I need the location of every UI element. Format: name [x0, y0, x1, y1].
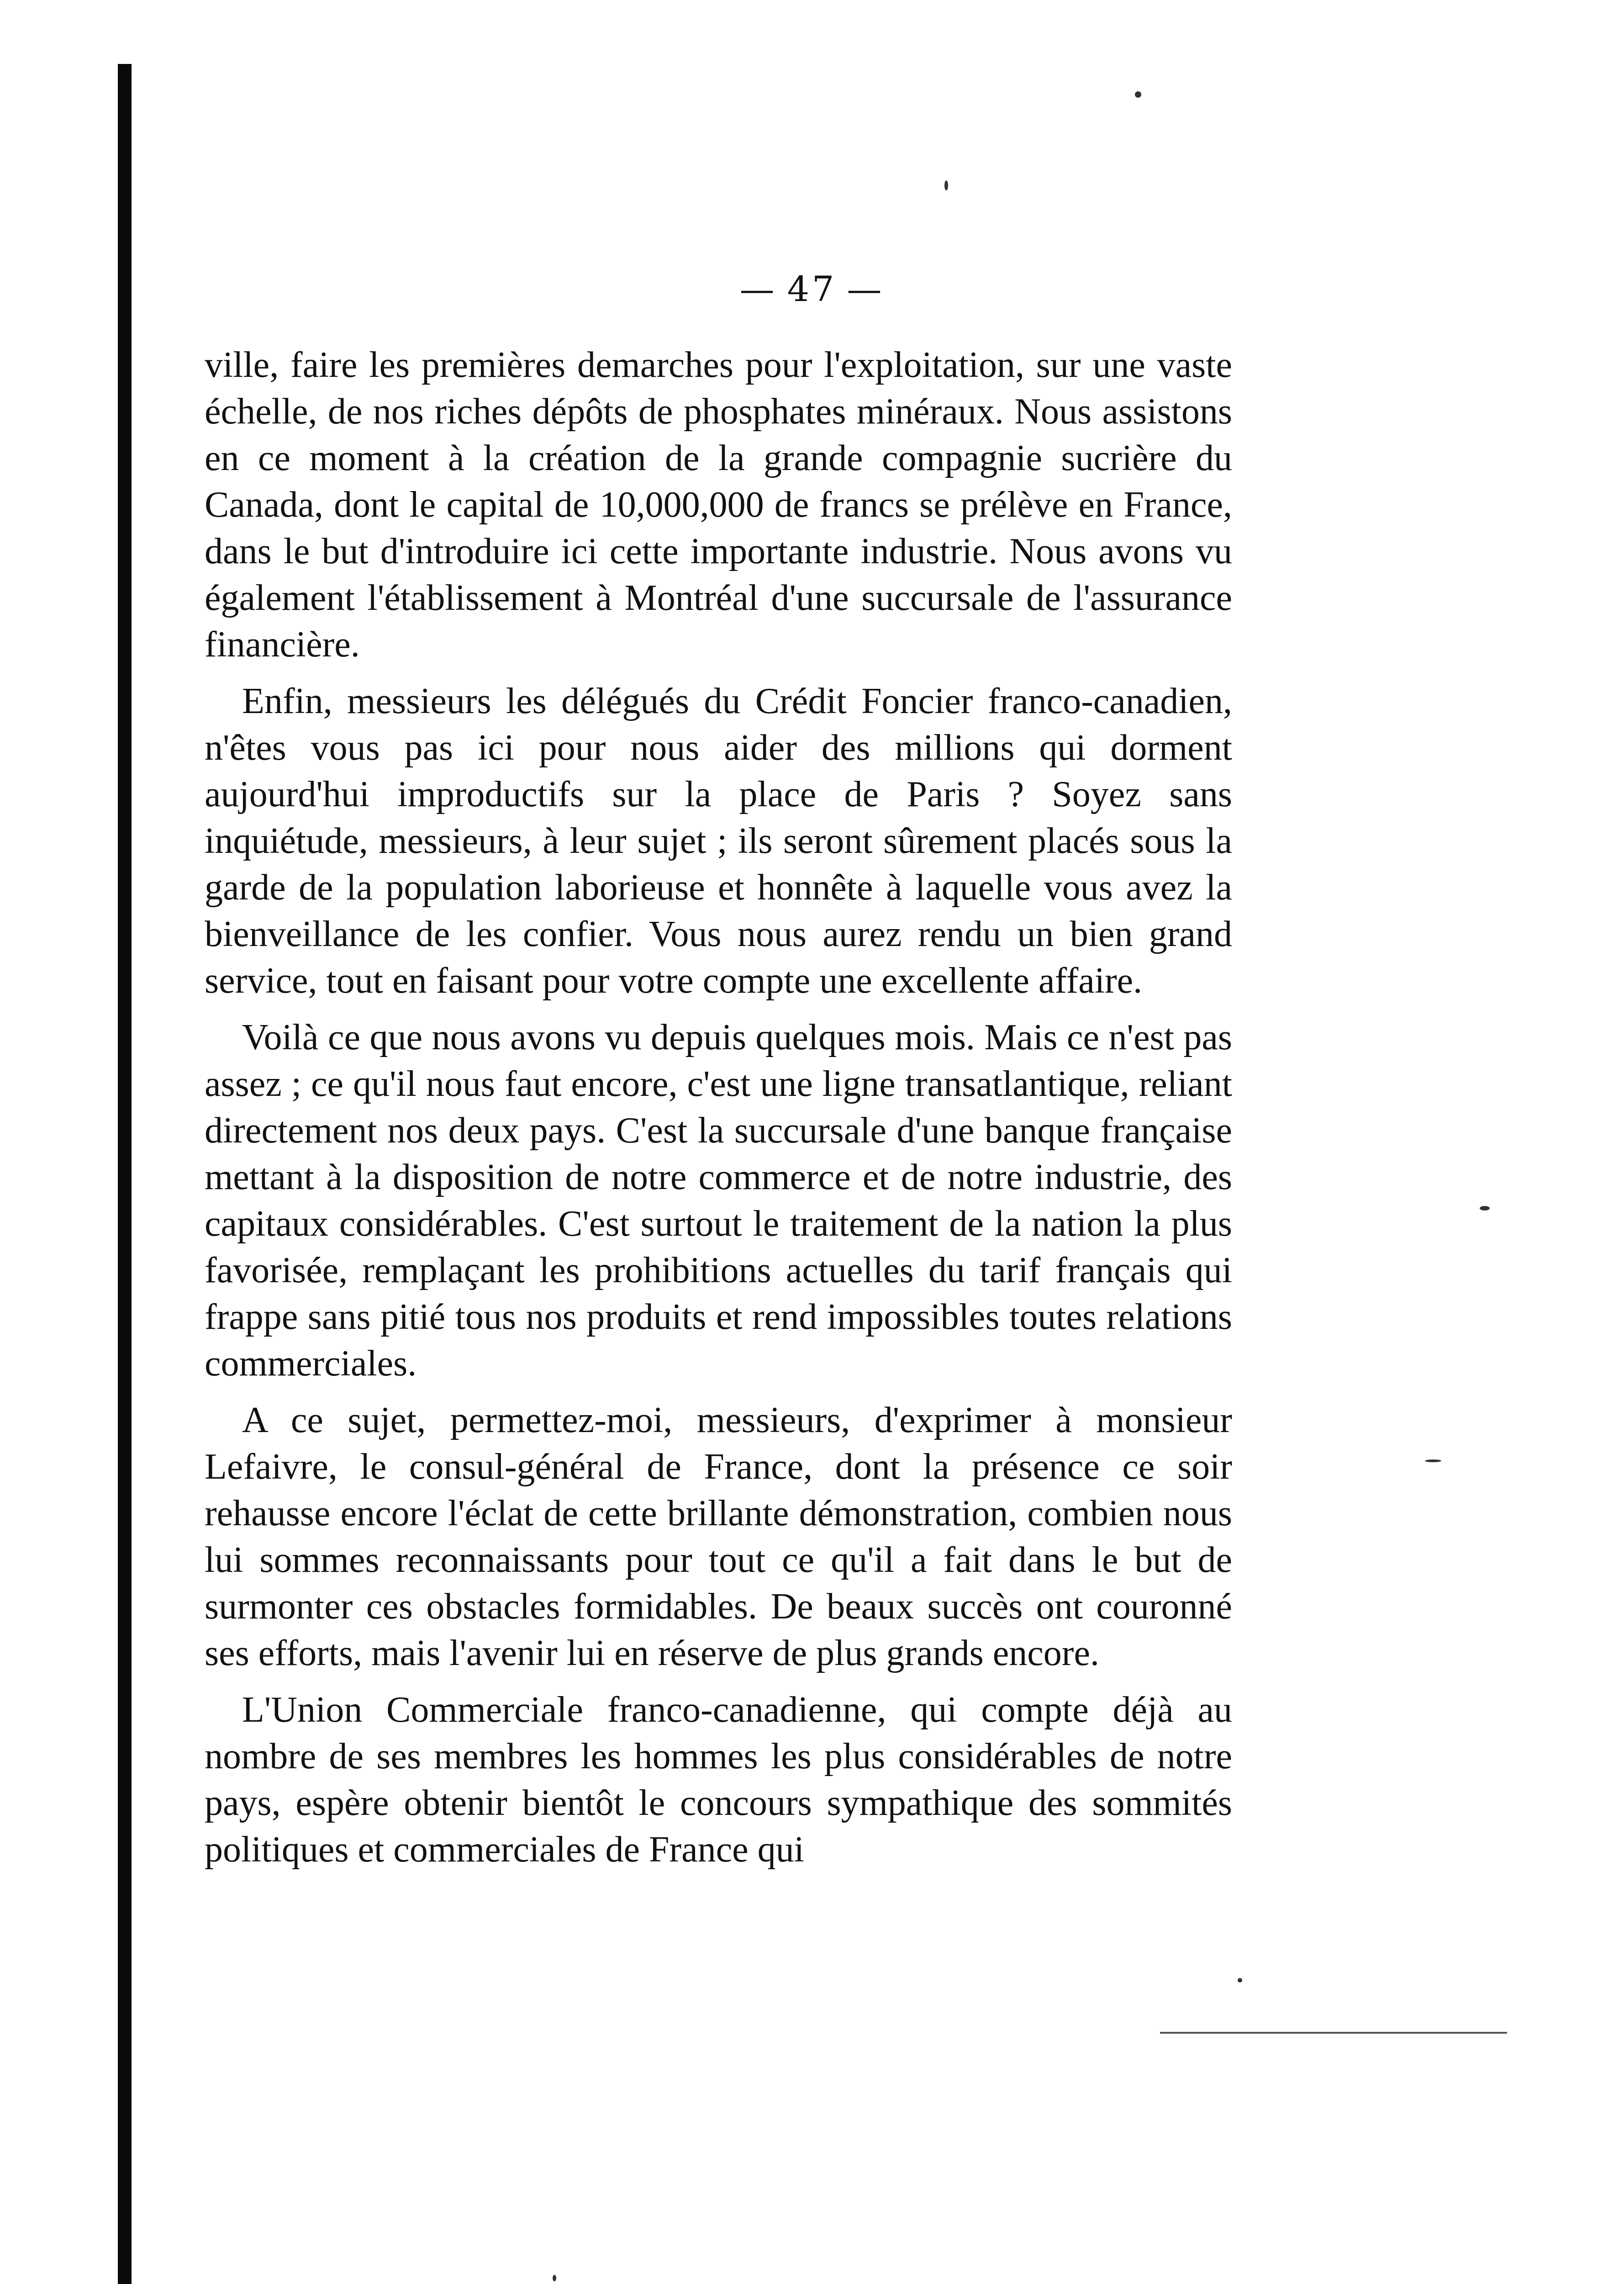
paragraph-2: Enfin, messieurs les délégués du Crédit Foncier franco-canadien, n'êtes vous pas ici pour nous aider des millions qui dorment aujourd'hui improductifs sur la place de Paris ? Soyez sans inquiétude, messieurs, à leur sujet ; ils seront sûrement placés sous la garde de la population laborieuse et honnête à laquelle vous avez la bienveillance de les confier. Vous nous aurez rendu un bien grand service, tout en faisant pour votre compte une excellente affaire.	[205, 681, 1232, 1001]
paragraph-5: L'Union Commerciale franco-canadienne, qui compte déjà au nombre de ses membres les hommes les plus considérables de notre pays, espère obtenir bientôt le concours sympathique des sommités politiques et commerciales de France qui	[205, 1690, 1232, 1870]
scan-speck	[1135, 91, 1141, 98]
page-number-dash-left: —	[739, 269, 777, 309]
scan-speck	[1425, 1459, 1441, 1462]
scan-rule	[1160, 2032, 1507, 2034]
paragraph-3: Voilà ce que nous avons vu depuis quelques mois. Mais ce n'est pas assez ; ce qu'il nous faut encore, c'est une ligne transatlantique, reliant directement nos deux pays. C'est la succursale d'une banque française mettant à la disposition de notre commerce et de notre industrie, des capitaux considérables. C'est surtout le traitement de la nation la plus favorisée, remplaçant les prohibitions actuelles du tarif français qui frappe sans pitié tous nos produits et rend impossibles toutes relations commerciales.	[205, 1017, 1232, 1384]
binding-edge	[118, 64, 132, 2284]
scan-speck	[944, 180, 948, 190]
scan-speck	[553, 2275, 556, 2281]
paragraph-4: A ce sujet, permettez-moi, messieurs, d'exprimer à monsieur Lefaivre, le consul-général de France, dont la présence ce soir rehausse encore l'éclat de cette brillante démonstration, combien nous lui sommes reconnaissants pour tout ce qu'il a fait dans le but de surmonter ces obstacles formidables. De beaux succès ont couronné ses efforts, mais l'avenir lui en réserve de plus grands encore.	[205, 1400, 1232, 1673]
paragraph-1: ville, faire les premières demarches pour l'exploitation, sur une vaste échelle, de nos riches dépôts de phosphates minéraux. Nous assistons en ce moment à la création de la grande compagnie sucrière du Canada, dont le capital de 10,000,000 de francs se prélève en France, dans le but d'introduire ici cette importante industrie. Nous avons vu également l'établissement à Montréal d'une succursale de l'assurance financière.	[205, 345, 1232, 665]
scan-speck	[1238, 1978, 1242, 1983]
page-number-value: 47	[787, 269, 837, 309]
body-text	[205, 342, 1232, 1873]
page-number	[0, 269, 1624, 309]
scan-speck	[1480, 1206, 1490, 1211]
page-number-dash-right: —	[847, 269, 885, 309]
